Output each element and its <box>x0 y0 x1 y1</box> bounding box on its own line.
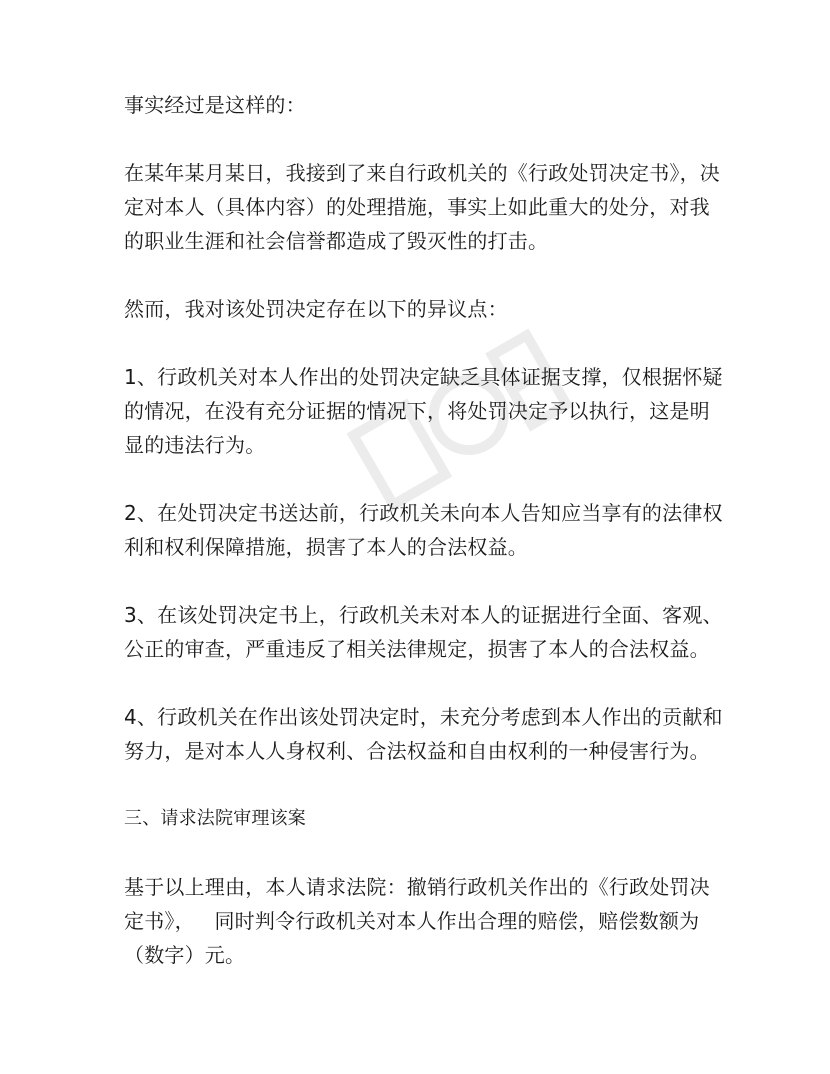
paragraph-objection-1: 1、行政机关对本人作出的处罚决定缺乏具体证据支撑，仅根据怀疑的情况，在没有充分证据的情况下，将处罚决定予以执行，这是明显的违法行为。 <box>124 365 723 457</box>
paragraph-objection-3: 3、在该处罚决定书上，行政机关未对本人的证据进行全面、客观、公正的审查，严重违反了相关法律规定，损害了本人的合法权益。 <box>124 603 723 661</box>
paragraph-facts-detail: 在某年某月某日，我接到了来自行政机关的《行政处罚决定书》，决定对本人（具体内容）的处理措施，事实上如此重大的处分，对我的职业生涯和社会信誉都造成了毁灭性的打击。 <box>124 161 720 253</box>
paragraph-objection-4: 4、行政机关在作出该处罚决定时，未充分考虑到本人作出的贡献和努力，是对本人人身权利、合法权益和自由权利的一种侵害行为。 <box>124 705 723 763</box>
paragraph-objections-intro: 然而，我对该处罚决定存在以下的异议点： <box>124 297 508 321</box>
paragraph-request: 基于以上理由，本人请求法院：撤销行政机关作出的《行政处罚决定书》， 同时判令行政机关对本人作出合理的赔偿，赔偿数额为（数字）元。 <box>124 875 710 967</box>
document-body <box>124 88 724 1006</box>
section-heading-request: 三、请求法院审理该案 <box>124 808 306 829</box>
paragraph-objection-2: 2、在处罚决定书送达前，行政机关未向本人告知应当享有的法律权利和权利保障措施，损害了本人的合法权益。 <box>124 501 723 559</box>
paragraph-facts-intro: 事实经过是这样的： <box>124 93 306 117</box>
